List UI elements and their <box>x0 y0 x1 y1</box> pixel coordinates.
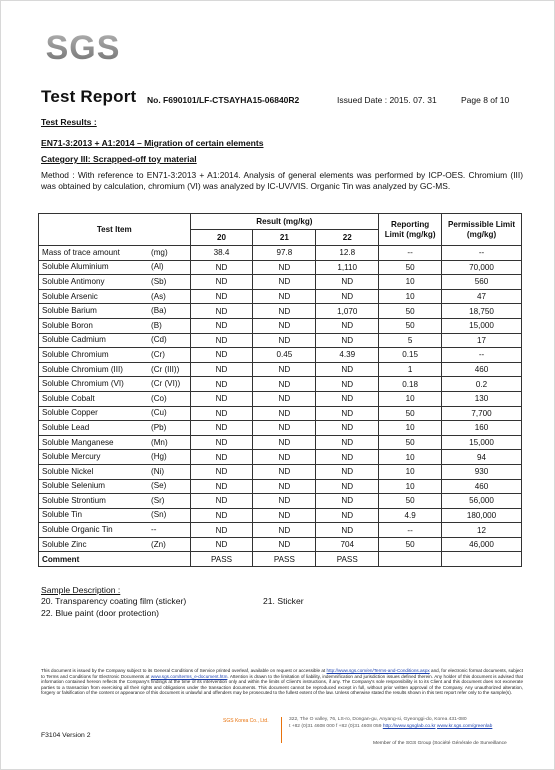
sample-item-20: 20. Transparency coating film (sticker) <box>41 596 187 606</box>
result-21-cell: ND <box>253 333 316 348</box>
test-item-wrap <box>42 334 187 347</box>
result-21-cell: ND <box>253 391 316 406</box>
sgs-group-membership: Member of the SGS Group (Société Générale de Surveillance <box>373 741 507 746</box>
result-21-cell: 97.8 <box>253 246 316 261</box>
comment-21-cell: PASS <box>253 552 316 567</box>
fine-print-part-2: and, for electronic format documents, subject to Terms and Conditions for Electronic Documents at <box>41 668 523 679</box>
table-row <box>39 494 522 509</box>
reporting-limit-cell: -- <box>379 246 442 261</box>
test-item-symbol: (Cr (VI)) <box>151 379 181 389</box>
result-22-cell: ND <box>316 318 379 333</box>
permissible-limit-cell: 160 <box>442 421 522 436</box>
result-22-cell: ND <box>316 494 379 509</box>
result-21-cell: ND <box>253 537 316 552</box>
test-item-cell <box>39 333 191 348</box>
result-20-cell: ND <box>190 333 253 348</box>
test-item-name: Soluble Zinc <box>42 539 87 549</box>
address-line: 322, The O valley, 76, LS-ro, Dongan-gu, Anyang-si, Gyeonggi-do, Korea 431-080 <box>289 717 467 722</box>
fine-print-part-1: This document is issued by the Company subject to its General Conditions of Service printed overleaf, available on request or accessible at <box>41 668 327 673</box>
test-item-name: Soluble Strontium <box>42 495 106 505</box>
table-row <box>39 479 522 494</box>
result-21-cell: ND <box>253 304 316 319</box>
test-item-cell <box>39 348 191 363</box>
table-row <box>39 421 522 436</box>
result-20-cell: ND <box>190 479 253 494</box>
result-22-cell: 4.39 <box>316 348 379 363</box>
fine-print-part-3: . Attention is drawn to the limitation of liability, indemnification and jurisdiction issues defined therein. Any holder of this document is advised that information contained hereon reflects the Company's findings at the time of its intervention only and within the limits of Client's instructions, if any. The Company's sole responsibility is to its Client and this document does not exonerate parties to a transaction from exercising all their rights and obligations under the transaction documents. This document cannot be reproduced except in full, without prior written approval of the Company. Any unauthorized alteration, forgery or falsification of the content or appearance of this document is unlawful and offenders may be prosecuted to the fullest extent of the law. Unless otherwise stated the results shown in this test report refer only to the sample(s). <box>41 673 523 696</box>
table-row <box>39 464 522 479</box>
test-item-cell <box>39 304 191 319</box>
test-item-symbol: (Se) <box>151 481 167 491</box>
contact-line <box>289 724 492 731</box>
test-item-cell <box>39 391 191 406</box>
result-22-cell: 704 <box>316 537 379 552</box>
footer-divider <box>281 717 282 743</box>
test-item-cell <box>39 435 191 450</box>
test-item-symbol: (Pb) <box>151 422 167 432</box>
result-20-cell: ND <box>190 304 253 319</box>
header-sample-22: 22 <box>316 230 379 246</box>
test-item-cell <box>39 246 191 261</box>
test-item-wrap <box>42 290 187 303</box>
terms-link[interactable]: http://www.sgs.com/en/Terms-and-Conditions.aspx <box>326 668 430 673</box>
test-item-wrap <box>42 524 187 537</box>
table-row <box>39 348 522 363</box>
table-row <box>39 537 522 552</box>
reporting-limit-cell: 0.15 <box>379 348 442 363</box>
result-22-cell: 1,070 <box>316 304 379 319</box>
test-item-cell <box>39 450 191 465</box>
reporting-limit-cell: 50 <box>379 494 442 509</box>
test-item-symbol: (mg) <box>151 247 168 257</box>
test-item-wrap <box>42 480 187 493</box>
result-22-cell: ND <box>316 362 379 377</box>
test-item-symbol: (As) <box>151 291 166 301</box>
permissible-limit-cell: 180,000 <box>442 508 522 523</box>
comment-permissible-limit-cell <box>442 552 522 567</box>
result-21-cell: ND <box>253 260 316 275</box>
result-21-cell: ND <box>253 406 316 421</box>
table-row <box>39 275 522 290</box>
table-row <box>39 246 522 261</box>
report-title: Test Report <box>41 87 137 106</box>
result-20-cell: ND <box>190 318 253 333</box>
test-item-cell <box>39 537 191 552</box>
test-item-symbol: (Al) <box>151 262 164 272</box>
reporting-limit-cell: 50 <box>379 406 442 421</box>
reporting-limit-cell: 50 <box>379 304 442 319</box>
test-item-symbol: (Mn) <box>151 437 168 447</box>
company-name: SGS Korea Co., Ltd. <box>223 718 269 724</box>
reporting-limit-cell: 0.18 <box>379 377 442 392</box>
table-row <box>39 289 522 304</box>
result-20-cell: 38.4 <box>190 246 253 261</box>
reporting-limit-cell: 10 <box>379 289 442 304</box>
permissible-limit-cell: 18,750 <box>442 304 522 319</box>
test-item-symbol: (Ni) <box>151 466 165 476</box>
table-header-row <box>39 214 522 230</box>
test-item-symbol: (Sr) <box>151 495 165 505</box>
result-20-cell: ND <box>190 450 253 465</box>
sgsglab-link[interactable]: http://www.sgsglab.co.kr <box>382 723 436 729</box>
result-22-cell: ND <box>316 406 379 421</box>
result-22-cell: 12.8 <box>316 246 379 261</box>
test-item-name: Soluble Cadmium <box>42 335 106 345</box>
permissible-limit-cell: -- <box>442 246 522 261</box>
result-21-cell: ND <box>253 362 316 377</box>
test-item-wrap <box>42 319 187 332</box>
test-item-name: Mass of trace amount <box>42 247 120 257</box>
e-document-terms-link[interactable]: www.sgs.com/terms_e-document.htm <box>150 673 228 679</box>
category-heading: Category III: Scrapped-off toy material <box>41 154 197 164</box>
result-22-cell: ND <box>316 275 379 290</box>
test-item-name: Soluble Antimony <box>42 276 105 286</box>
test-item-name: Soluble Barium <box>42 306 97 316</box>
permissible-limit-cell: 70,000 <box>442 260 522 275</box>
result-20-cell: ND <box>190 435 253 450</box>
result-21-cell: ND <box>253 421 316 436</box>
comment-22-cell: PASS <box>316 552 379 567</box>
test-item-name: Soluble Aluminium <box>42 262 109 272</box>
test-item-wrap <box>42 261 187 274</box>
result-22-cell: ND <box>316 435 379 450</box>
greenlab-link[interactable]: www.kr.sgs.com/greenlab <box>436 723 493 729</box>
test-item-name: Soluble Chromium (III) <box>42 364 123 374</box>
header-sample-21: 21 <box>253 230 316 246</box>
test-item-name: Soluble Chromium <box>42 349 109 359</box>
permissible-limit-cell: 47 <box>442 289 522 304</box>
test-item-symbol: (B) <box>151 320 162 330</box>
test-item-name: Soluble Selenium <box>42 481 105 491</box>
result-20-cell: ND <box>190 289 253 304</box>
test-item-wrap <box>42 246 187 259</box>
test-item-symbol: (Cu) <box>151 408 167 418</box>
result-21-cell: ND <box>253 318 316 333</box>
permissible-limit-cell: 15,000 <box>442 435 522 450</box>
result-21-cell: ND <box>253 450 316 465</box>
company-address <box>289 717 492 730</box>
reporting-limit-cell: 50 <box>379 260 442 275</box>
report-header <box>41 87 521 109</box>
result-20-cell: ND <box>190 348 253 363</box>
sample-description-heading: Sample Description : <box>41 585 121 595</box>
test-results-heading: Test Results : <box>41 117 97 127</box>
results-table <box>38 213 522 567</box>
test-item-wrap <box>42 509 187 522</box>
results-body <box>39 246 522 567</box>
permissible-limit-cell: 460 <box>442 479 522 494</box>
result-21-cell: ND <box>253 464 316 479</box>
issued-date: Issued Date : 2015. 07. 31 <box>337 95 437 105</box>
result-22-cell: ND <box>316 523 379 538</box>
result-20-cell: ND <box>190 260 253 275</box>
test-item-wrap <box>42 348 187 361</box>
sgs-logo-text: SGS <box>45 29 121 67</box>
reporting-limit-cell: 1 <box>379 362 442 377</box>
result-20-cell: ND <box>190 391 253 406</box>
reporting-limit-cell: 50 <box>379 318 442 333</box>
table-row <box>39 304 522 319</box>
result-20-cell: ND <box>190 421 253 436</box>
test-item-name: Soluble Mercury <box>42 452 101 462</box>
test-item-symbol: (Ba) <box>151 306 167 316</box>
result-22-cell: ND <box>316 464 379 479</box>
method-text: Method : With reference to EN71-3:2013 + A1:2014. Analysis of general elements was performed by ICP-OES. Chromium (III) was obtained by calculation, chromium (VI) was analyzed by IC-UV/VIS. Organic Tin was analyzed by GC-MS. <box>41 170 523 191</box>
reporting-limit-cell: 4.9 <box>379 508 442 523</box>
test-item-cell <box>39 406 191 421</box>
result-21-cell: ND <box>253 523 316 538</box>
reporting-limit-cell: 10 <box>379 391 442 406</box>
table-row <box>39 406 522 421</box>
table-row <box>39 260 522 275</box>
standard-heading: EN71-3:2013 + A1:2014 – Migration of certain elements <box>41 138 264 148</box>
test-item-name: Soluble Cobalt <box>42 393 95 403</box>
result-20-cell: ND <box>190 494 253 509</box>
result-21-cell: ND <box>253 275 316 290</box>
result-20-cell: ND <box>190 362 253 377</box>
test-item-wrap <box>42 451 187 464</box>
test-item-wrap <box>42 538 187 551</box>
test-item-cell <box>39 479 191 494</box>
permissible-limit-cell: 930 <box>442 464 522 479</box>
table-row <box>39 362 522 377</box>
header-reporting-limit: Reporting Limit (mg/kg) <box>379 214 442 246</box>
test-item-symbol: (Zn) <box>151 539 166 549</box>
reporting-limit-cell: 10 <box>379 464 442 479</box>
result-22-cell: ND <box>316 479 379 494</box>
test-item-symbol: (Sb) <box>151 276 167 286</box>
comment-row <box>39 552 522 567</box>
test-item-wrap <box>42 421 187 434</box>
test-item-symbol: (Cr) <box>151 349 165 359</box>
test-item-cell <box>39 362 191 377</box>
result-22-cell: ND <box>316 289 379 304</box>
sample-item-21: 21. Sticker <box>263 596 304 606</box>
test-item-cell <box>39 464 191 479</box>
permissible-limit-cell: 15,000 <box>442 318 522 333</box>
test-item-symbol: -- <box>151 525 157 535</box>
reporting-limit-cell: 50 <box>379 435 442 450</box>
table-row <box>39 508 522 523</box>
comment-reporting-limit-cell <box>379 552 442 567</box>
test-item-cell <box>39 508 191 523</box>
table-row <box>39 333 522 348</box>
test-item-cell <box>39 523 191 538</box>
test-item-wrap <box>42 436 187 449</box>
test-item-wrap <box>42 465 187 478</box>
header-sample-20: 20 <box>190 230 253 246</box>
test-item-cell <box>39 377 191 392</box>
result-20-cell: ND <box>190 377 253 392</box>
test-item-wrap <box>42 305 187 318</box>
result-22-cell: 1,110 <box>316 260 379 275</box>
reporting-limit-cell: 5 <box>379 333 442 348</box>
result-21-cell: ND <box>253 508 316 523</box>
sgs-logo-mark <box>33 26 133 68</box>
sample-item-22: 22. Blue paint (door protection) <box>41 608 159 618</box>
result-21-cell: ND <box>253 289 316 304</box>
result-22-cell: ND <box>316 450 379 465</box>
permissible-limit-cell: -- <box>442 348 522 363</box>
table-row <box>39 523 522 538</box>
permissible-limit-cell: 560 <box>442 275 522 290</box>
test-item-wrap <box>42 407 187 420</box>
result-22-cell: ND <box>316 508 379 523</box>
header-test-item: Test Item <box>39 214 191 246</box>
reporting-limit-cell: 50 <box>379 537 442 552</box>
test-item-name: Soluble Lead <box>42 422 90 432</box>
header-permissible-limit: Permissible Limit (mg/kg) <box>442 214 522 246</box>
test-item-symbol: (Co) <box>151 393 167 403</box>
result-22-cell: ND <box>316 391 379 406</box>
test-item-wrap <box>42 363 187 376</box>
result-20-cell: ND <box>190 523 253 538</box>
test-item-cell <box>39 275 191 290</box>
reporting-limit-cell: 10 <box>379 421 442 436</box>
permissible-limit-cell: 7,700 <box>442 406 522 421</box>
permissible-limit-cell: 56,000 <box>442 494 522 509</box>
result-21-cell: ND <box>253 479 316 494</box>
phone-fax: t +82 (0)31 4608 000 f +82 (0)31 4608 059 <box>289 723 383 729</box>
test-item-symbol: (Hg) <box>151 452 167 462</box>
result-20-cell: ND <box>190 406 253 421</box>
table-row <box>39 435 522 450</box>
test-item-cell <box>39 494 191 509</box>
test-item-symbol: (Cr (III)) <box>151 364 180 374</box>
test-item-cell <box>39 289 191 304</box>
test-item-symbol: (Cd) <box>151 335 167 345</box>
test-item-name: Soluble Nickel <box>42 466 94 476</box>
permissible-limit-cell: 130 <box>442 391 522 406</box>
comment-20-cell: PASS <box>190 552 253 567</box>
permissible-limit-cell: 46,000 <box>442 537 522 552</box>
result-21-cell: ND <box>253 435 316 450</box>
result-22-cell: ND <box>316 333 379 348</box>
reporting-limit-cell: 10 <box>379 450 442 465</box>
test-item-name: Soluble Boron <box>42 320 93 330</box>
result-20-cell: ND <box>190 464 253 479</box>
table-row <box>39 377 522 392</box>
permissible-limit-cell: 17 <box>442 333 522 348</box>
sgs-logo <box>33 26 133 66</box>
test-item-wrap <box>42 275 187 288</box>
test-item-cell <box>39 421 191 436</box>
result-20-cell: ND <box>190 508 253 523</box>
result-22-cell: ND <box>316 421 379 436</box>
test-item-name: Soluble Organic Tin <box>42 525 113 535</box>
result-21-cell: ND <box>253 494 316 509</box>
test-item-name: Soluble Tin <box>42 510 83 520</box>
permissible-limit-cell: 0.2 <box>442 377 522 392</box>
header-result: Result (mg/kg) <box>190 214 379 230</box>
test-item-symbol: (Sn) <box>151 510 167 520</box>
result-22-cell: ND <box>316 377 379 392</box>
reporting-limit-cell: -- <box>379 523 442 538</box>
legal-fine-print <box>41 668 523 696</box>
test-item-wrap <box>42 378 187 391</box>
test-item-cell <box>39 318 191 333</box>
permissible-limit-cell: 12 <box>442 523 522 538</box>
test-item-name: Soluble Manganese <box>42 437 114 447</box>
result-20-cell: ND <box>190 275 253 290</box>
result-21-cell: 0.45 <box>253 348 316 363</box>
permissible-limit-cell: 94 <box>442 450 522 465</box>
test-item-wrap <box>42 494 187 507</box>
table-row <box>39 450 522 465</box>
table-row <box>39 391 522 406</box>
result-20-cell: ND <box>190 537 253 552</box>
reporting-limit-cell: 10 <box>379 275 442 290</box>
form-version: F3104 Version 2 <box>41 732 91 739</box>
result-21-cell: ND <box>253 377 316 392</box>
permissible-limit-cell: 460 <box>442 362 522 377</box>
report-number: No. F690101/LF-CTSAYHA15-06840R2 <box>147 95 300 105</box>
table-row <box>39 318 522 333</box>
reporting-limit-cell: 10 <box>379 479 442 494</box>
test-item-name: Soluble Copper <box>42 408 98 418</box>
page-number: Page 8 of 10 <box>461 95 510 105</box>
test-item-cell <box>39 260 191 275</box>
test-item-name: Soluble Arsenic <box>42 291 98 301</box>
test-item-wrap <box>42 392 187 405</box>
test-item-name: Soluble Chromium (VI) <box>42 379 124 389</box>
comment-label-cell: Comment <box>39 552 191 567</box>
